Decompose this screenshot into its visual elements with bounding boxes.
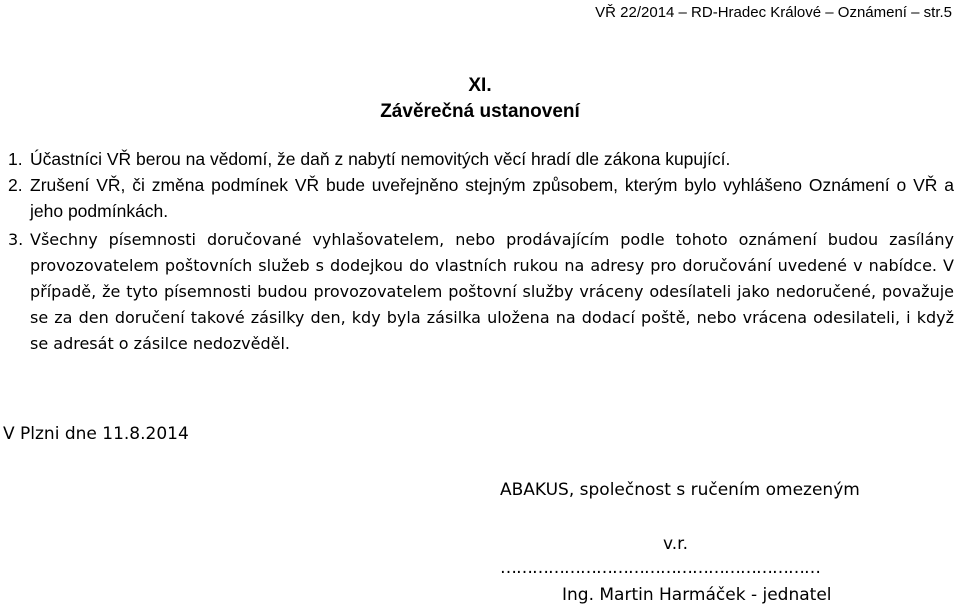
item-text: Účastníci VŘ berou na vědomí, že daň z nabytí nemovitých věcí hradí dle zákona kupující. — [30, 149, 731, 169]
section-number: XI. — [468, 75, 492, 96]
item-text: Všechny písemnosti doručované vyhlašovatelem, nebo prodávajícím podle tohoto oznámení budou zasílány provozovatelem poštovních služeb s dodejkou do vlastních rukou na adresy pro doručování uvedené v nabídce. V případě, že tyto písemnosti budou provozovatelem poštovní služby vráceny odesílateli jako nedoručené, považuje se za den doručení takové zásilky den, kdy byla zásilka uložena na dodací poště, nebo vrácena odesilateli, i když se adresát o zásilce nedozvěděl. — [30, 230, 954, 353]
list-item — [8, 227, 954, 357]
item-number: 3. — [8, 230, 24, 249]
item-number: 2. — [8, 175, 23, 195]
item-text: Zrušení VŘ, či změna podmínek VŘ bude uveřejněno stejným způsobem, kterým bylo vyhlášeno Oznámení o VŘ a jeho podmínkách. — [30, 175, 954, 221]
item-number: 1. — [8, 149, 23, 169]
provisions-list — [8, 146, 954, 357]
list-item — [8, 172, 954, 224]
list-item — [8, 146, 954, 172]
signatory-name: Ing. Martin Harmáček - jednatel — [562, 585, 832, 605]
section-title: Závěrečná ustanovení — [380, 101, 580, 122]
place-and-date: V Plzni dne 11.8.2014 — [3, 424, 189, 444]
signature-vr: v.r. — [663, 534, 688, 554]
signature-company: ABAKUS, společnost s ručením omezeným — [500, 480, 860, 500]
signature-line: …………………………………………………… — [500, 558, 820, 578]
page-header: VŘ 22/2014 – RD-Hradec Králové – Oznámení – str.5 — [595, 4, 952, 21]
